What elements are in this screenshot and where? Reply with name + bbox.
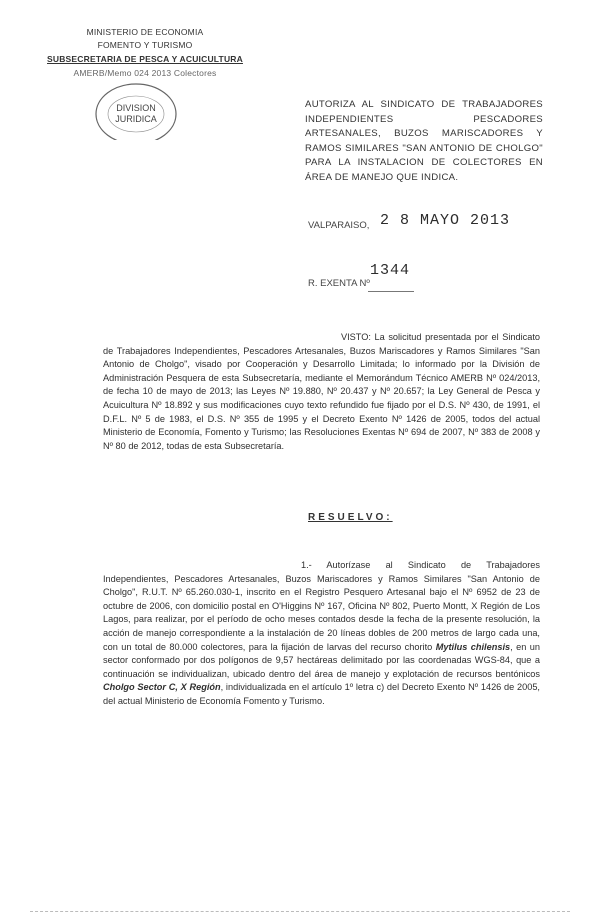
stamp-line1: DIVISION: [116, 103, 156, 113]
division-juridica-stamp: [86, 80, 186, 140]
visto-paragraph: VISTO: La solicitud presentada por el Sindicato de Trabajadores Independientes, Pescadores Artesanales, Buzos Mariscadores y Ramos Similares "San Antonio de Cholgo", visado por Cooperación y Desarrollo Limitada; lo informado por la División de Administración Pesquera de esta Subsecretaría, mediante el Memorándum Técnico AMERB Nº 024/2013, de fecha 10 de mayo de 2013; las Leyes Nº 19.880, Nº 20.437 y Nº 20.657; la Ley General de Pesca y Acuicultura Nº 18.892 y sus modificaciones cuyo texto refundido fue fijado por el D.S. Nº 430, de 1991, el D.F.L. Nº 5 de 1983, el D.S. Nº 355 de 1995 y el Decreto Exento Nº 1426 de 2005, todos del actual Ministerio de Economía, Fomento y Turismo; las Resoluciones Exentas Nº 694 de 2007, Nº 383 de 2008 y Nº 80 de 2012, todas de esta Subsecretaría.: [103, 332, 540, 451]
stamp-line2: JURIDICA: [115, 114, 157, 124]
ministry-heading: MINISTERIO DE ECONOMIA: [86, 27, 204, 37]
ministry-subheading: FOMENTO Y TURISMO: [97, 40, 193, 50]
resolution-underline: [368, 291, 414, 292]
resuelvo-heading: RESUELVO:: [308, 512, 393, 523]
place-date-line: [308, 212, 548, 236]
species-name: Mytilus chilensis: [435, 641, 511, 652]
article-1-text-a: 1.- Autorízase al Sindicato de Trabajadores Independientes, Pescadores Artesanales, Buzos Mariscadores y Ramos Similares "San Antonio de Cholgo", R.U.T. Nº 65.260.030-1, inscrito en el Registro Pesquero Artesanal bajo el Nº 6952 de 23 de octubre de 2006, con domicilio postal en O'Higgins Nº 167, Oficina Nº 802, Puerto Montt, X Región de Los Lagos, para realizar, por el período de ocho meses contados desde la fecha de la presente resolución, la acción de manejo correspondiente a la instalación de 20 líneas dobles de 200 metros de largo cada una, con un total de 80.000 colectores, para la fijación de larvas del recurso chorito: [103, 560, 540, 652]
resolution-date: 2 8 MAYO 2013: [380, 212, 511, 229]
reference-code: AMERB/Memo 024 2013 Colectores: [73, 68, 217, 78]
place-label: VALPARAISO,: [308, 220, 370, 231]
resolution-subject: AUTORIZA AL SINDICATO DE TRABAJADORES INDEPENDIENTES PESCADORES ARTESANALES, BUZOS MARISCADORES Y RAMOS SIMILARES "SAN ANTONIO DE CHOLGO" PARA LA INSTALACION DE COLECTORES EN ÁREA DE MANEJO QUE INDICA.: [305, 99, 543, 183]
resolution-number: 1344: [370, 262, 411, 279]
resolution-label: R. EXENTA Nº: [308, 278, 370, 289]
resolution-number-line: [308, 262, 548, 292]
subsecretaria-heading: SUBSECRETARIA DE PESCA Y ACUICULTURA: [47, 54, 243, 64]
stamp-seal: [86, 80, 186, 140]
area-name: Cholgo Sector C, X Región: [103, 682, 221, 693]
article-1-text-c: , individualizada en el artículo 1º letra c) del Decreto Exento Nº 1426 de 2005, del actual Ministerio de Economía Fomento y Turismo.: [103, 682, 540, 706]
article-1-text-b: , en un sector conformado por dos polígonos de 9,57 hectáreas delimitado por las coordenadas WGS-84, que a continuación se individualizan, ubicado dentro del área de manejo y explotación de recursos bentónicos: [103, 641, 540, 679]
article-1-paragraph: [103, 559, 540, 709]
page-footer-rule: [30, 911, 570, 912]
